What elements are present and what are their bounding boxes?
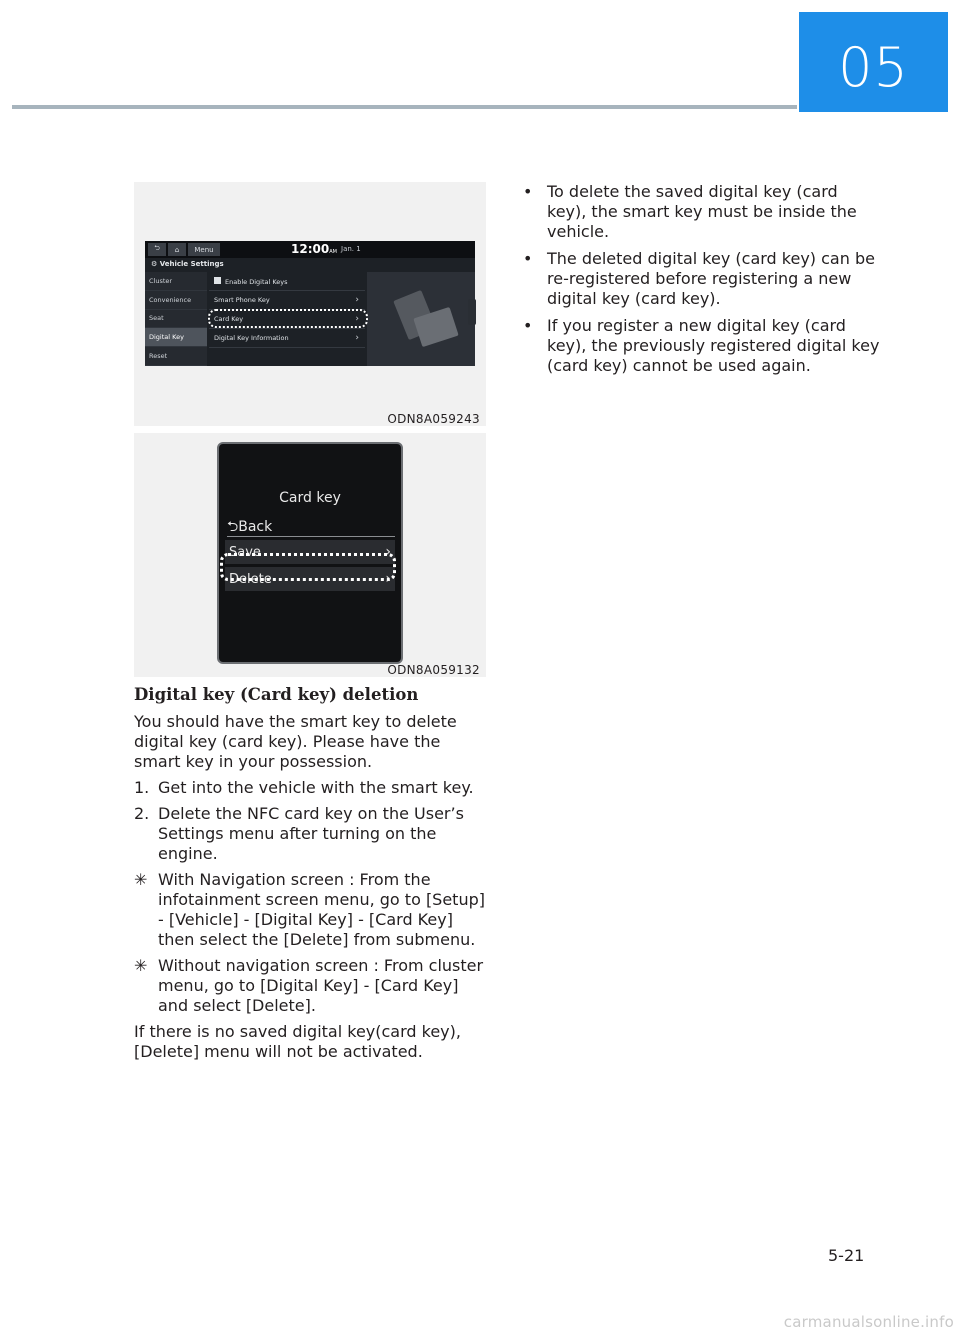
chapter-tab: 05 (799, 12, 948, 112)
bullet-icon: • (523, 316, 533, 335)
watermark: carmanualsonline.info (783, 1313, 954, 1331)
back-button[interactable]: ⮌Back (227, 519, 273, 535)
note-item: ✳ Without navigation screen : From cluster menu, go to [Digital Key] - [Card Key] and select [Delete]. (134, 956, 484, 1015)
sidebar-item-reset[interactable]: Reset (145, 347, 207, 366)
list-item: 1. Get into the vehicle with the smart key. (134, 778, 474, 797)
bullet-icon: • (523, 249, 533, 268)
clock-date: Jan. 1 (341, 245, 361, 253)
right-column (520, 182, 880, 383)
cluster-item-delete[interactable]: Delete › (225, 567, 395, 591)
sidebar-item-convenience[interactable]: Convenience (145, 291, 207, 310)
figure-cluster (134, 433, 486, 677)
menu-item-enable-digital-keys[interactable]: Enable Digital Keys (209, 272, 365, 291)
bullet-icon: • (523, 182, 533, 201)
asterisk-icon: ✳ (134, 870, 148, 889)
checkbox-icon[interactable] (214, 277, 221, 284)
settings-sidebar (145, 272, 207, 366)
home-icon[interactable]: ⌂ (168, 243, 186, 256)
bullet-item: • To delete the saved digital key (card key), the smart key must be inside the vehicle. (520, 182, 880, 242)
header-rule (12, 105, 797, 109)
cluster-item-save[interactable]: Save › (225, 540, 395, 564)
page-number: 5-21 (828, 1246, 865, 1265)
gear-icon: ⚙ (151, 260, 160, 268)
figure-code: ODN8A059132 (387, 663, 480, 677)
note-item: ✳ With Navigation screen : From the infotainment screen menu, go to [Setup] - [Vehicle] - [Digital Key] - [Card Key] then select the [Delete] from submenu. (134, 870, 485, 949)
chevron-right-icon: › (355, 295, 359, 305)
highlight-delete (220, 553, 396, 581)
highlight-card-key (208, 309, 368, 328)
outro-paragraph: If there is no saved digital key(card key), [Delete] menu will not be activated. (134, 1022, 461, 1061)
chevron-right-icon: › (385, 544, 391, 560)
sidebar-item-cluster[interactable]: Cluster (145, 272, 207, 291)
section-heading: Digital key (Card key) deletion (134, 685, 419, 704)
menu-item-digital-key-information[interactable]: Digital Key Information › (209, 329, 365, 348)
side-handle[interactable] (468, 299, 476, 325)
top-bar (145, 241, 475, 258)
infotainment-screen (145, 241, 475, 366)
screen-title: ⚙ Vehicle Settings (151, 260, 224, 268)
card-key-preview-image (367, 272, 475, 366)
chevron-right-icon: › (355, 314, 359, 324)
intro-paragraph: You should have the smart key to delete digital key (card key). Please have the smart key in your possession. (134, 712, 457, 771)
menu-button[interactable]: Menu (188, 243, 220, 256)
divider (227, 536, 395, 537)
menu-item-card-key[interactable]: Card Key › (209, 310, 365, 329)
bullet-item: • The deleted digital key (card key) can be re-registered before registering a new digital key (card key). (520, 249, 880, 309)
menu-item-smart-phone-key[interactable]: Smart Phone Key › (209, 291, 365, 310)
chevron-right-icon: › (355, 333, 359, 343)
figure-code: ODN8A059243 (387, 412, 480, 426)
chevron-right-icon: › (385, 571, 391, 587)
clock-time: 12:00AM (291, 242, 337, 256)
left-column (134, 684, 486, 1068)
figure-infotainment (134, 182, 486, 426)
bullet-item: • If you register a new digital key (card key), the previously registered digital key (card key) cannot be used again. (520, 316, 880, 376)
back-icon[interactable]: ⮌ (148, 243, 166, 256)
sidebar-item-digital-key[interactable]: Digital Key (145, 328, 207, 347)
list-item: 2. Delete the NFC card key on the User’s Settings menu after turning on the engine. (134, 804, 464, 863)
sidebar-item-seat[interactable]: Seat (145, 310, 207, 329)
cluster-title: Card key (279, 490, 341, 506)
asterisk-icon: ✳ (134, 956, 148, 975)
